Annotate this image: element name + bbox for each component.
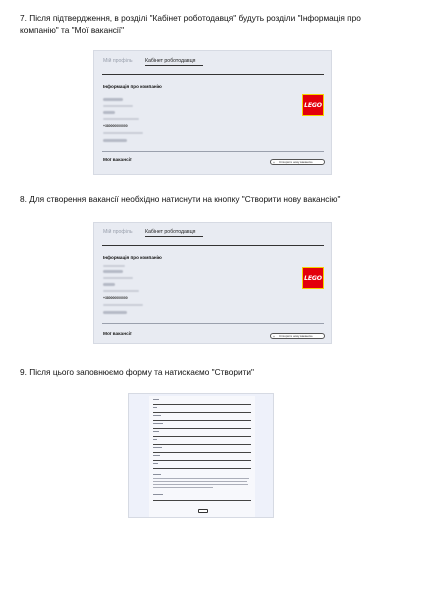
form-label-placeholder xyxy=(153,494,163,495)
form-description-text xyxy=(153,484,248,485)
tab-active-underline xyxy=(145,65,203,66)
form-label-placeholder xyxy=(153,423,163,424)
tab-employer-cabinet[interactable]: Кабінет роботодавця xyxy=(145,229,196,235)
plus-icon: + xyxy=(273,160,275,165)
create-vacancy-button[interactable] xyxy=(270,159,325,165)
blurred-label xyxy=(103,290,139,292)
form-label-placeholder xyxy=(153,447,162,448)
form-field-line[interactable] xyxy=(153,452,251,453)
tab-active-underline xyxy=(145,236,203,237)
form-label-placeholder xyxy=(153,407,157,408)
blurred-label xyxy=(103,132,143,134)
company-phone: +380000000000 xyxy=(103,124,128,128)
blurred-company-name xyxy=(103,98,123,101)
form-field-line[interactable] xyxy=(153,500,251,501)
lego-logo-text: LEGO xyxy=(304,274,322,282)
form-field-line[interactable] xyxy=(153,444,251,445)
step-8-text: 8. Для створення вакансії необхідно натиснути на кнопку "Створити нову вакансію" xyxy=(20,194,341,204)
form-label-placeholder xyxy=(153,399,159,400)
lego-logo-text: LEGO xyxy=(304,101,322,109)
section-divider xyxy=(102,151,324,152)
form-label-placeholder xyxy=(153,439,157,440)
tab-my-profile[interactable]: Мій профіль xyxy=(103,58,133,64)
form-label-placeholder xyxy=(153,463,158,464)
lego-logo xyxy=(302,267,324,289)
form-field-line[interactable] xyxy=(153,412,251,413)
header-divider xyxy=(102,245,324,246)
form-label-placeholder xyxy=(153,431,159,432)
blurred-company-name xyxy=(103,270,123,273)
create-submit-button[interactable] xyxy=(198,509,208,513)
step-9-text: 9. Після цього заповнюємо форму та натискаємо "Створити" xyxy=(20,367,254,377)
form-field-line[interactable] xyxy=(153,404,251,405)
my-vacancies-title: Мої вакансії xyxy=(103,332,132,337)
form-field-line[interactable] xyxy=(153,436,251,437)
vacancy-form-screenshot xyxy=(128,393,274,518)
tab-employer-cabinet[interactable]: Кабінет роботодавця xyxy=(145,58,196,64)
plus-icon: + xyxy=(273,334,275,339)
form-label-placeholder xyxy=(153,415,161,416)
form-description-text xyxy=(153,481,247,482)
create-vacancy-label: Створити нову вакансію xyxy=(279,334,313,338)
create-vacancy-label: Створити нову вакансію xyxy=(279,160,313,164)
blurred-label xyxy=(103,118,139,120)
blurred-label xyxy=(103,304,143,306)
blurred-value xyxy=(103,111,115,114)
section-divider xyxy=(102,323,324,324)
blurred-label xyxy=(103,277,133,279)
blurred-label xyxy=(103,105,133,107)
cabinet-screenshot-2 xyxy=(93,222,332,344)
form-description-text xyxy=(153,478,249,479)
create-vacancy-button[interactable] xyxy=(270,333,325,339)
form-field-line[interactable] xyxy=(153,468,251,469)
lego-logo xyxy=(302,94,324,116)
step-7-text-line-1: 7. Після підтвердження, в розділі "Кабінет роботодавця" будуть розділи "Інформація про xyxy=(20,13,361,23)
blurred-email xyxy=(103,139,127,142)
company-info-title: Інформація про компанію xyxy=(103,84,162,89)
form-field-line[interactable] xyxy=(153,428,251,429)
company-info-title: Інформація про компанію xyxy=(103,255,162,260)
cabinet-screenshot-1 xyxy=(93,50,332,175)
form-label-placeholder xyxy=(153,455,160,456)
blurred-label xyxy=(103,265,125,267)
header-divider xyxy=(102,74,324,75)
blurred-email xyxy=(103,311,127,314)
form-field-line[interactable] xyxy=(153,460,251,461)
my-vacancies-title: Мої вакансії xyxy=(103,158,132,163)
tab-my-profile[interactable]: Мій профіль xyxy=(103,229,133,235)
form-paper xyxy=(149,396,255,517)
form-description-text xyxy=(153,487,213,488)
company-phone: +380000000000 xyxy=(103,296,128,300)
form-label-placeholder xyxy=(153,474,161,475)
blurred-value xyxy=(103,283,115,286)
form-field-line[interactable] xyxy=(153,420,251,421)
step-7-text-line-2: компанію" та "Мої вакансії" xyxy=(20,25,125,35)
